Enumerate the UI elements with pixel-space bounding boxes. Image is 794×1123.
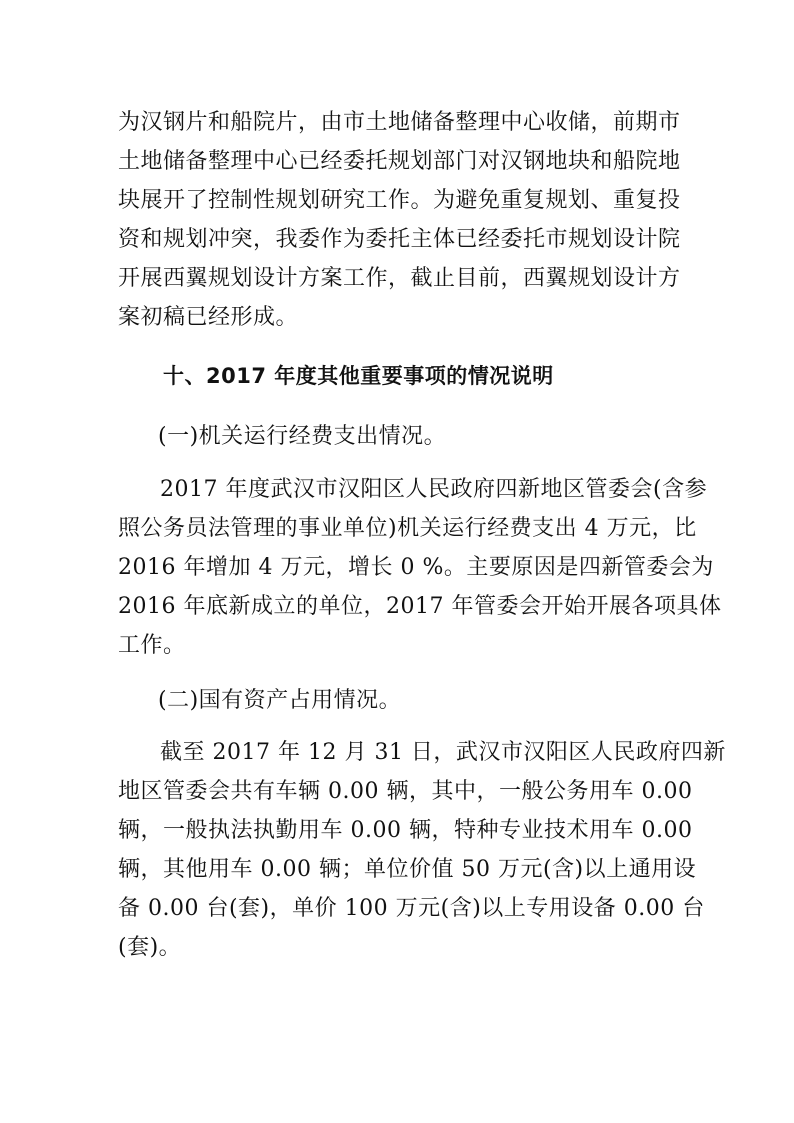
paragraph-line: 截至 2017 年 12 月 31 日，武汉市汉阳区人民政府四新 [160,740,726,765]
paragraph-line: 2017 年度武汉市汉阳区人民政府四新地区管委会(含参 [160,477,708,502]
paragraph-line: 开展西翼规划设计方案工作，截止目前，西翼规划设计方 [118,266,681,291]
paragraph-line: 辆，一般执法执勤用车 0.00 辆，特种专业技术用车 0.00 [118,818,693,843]
paragraph-line: 2016 年底新成立的单位，2017 年管委会开始开展各项具体 [118,594,722,619]
paragraph-line: 块展开了控制性规划研究工作。为避免重复规划、重复投 [118,188,681,213]
paragraph-line: 为汉钢片和船院片，由市土地储备整理中心收储，前期市 [118,110,681,135]
paragraph-line: 照公务员法管理的事业单位)机关运行经费支出 4 万元，比 [118,516,697,541]
paragraph-line: (套)。 [118,935,182,960]
paragraph-line: 工作。 [118,633,186,658]
paragraph-line: 案初稿已经形成。 [118,305,299,330]
paragraph-line: 备 0.00 台(套)，单价 100 万元(含)以上专用设备 0.00 台 [118,896,705,921]
paragraph-line: 土地储备整理中心已经委托规划部门对汉钢地块和船院地 [118,149,681,174]
subsection-title-state-assets: (二)国有资产占用情况。 [158,688,402,713]
paragraph-line: 地区管委会共有车辆 0.00 辆，其中，一般公务用车 0.00 [118,779,693,804]
subsection-title-operating-expenses: (一)机关运行经费支出情况。 [158,424,447,449]
paragraph-line: 辆，其他用车 0.00 辆；单位价值 50 万元(含)以上通用设 [118,857,697,882]
section-heading: 十、2017 年度其他重要事项的情况说明 [163,364,554,388]
paragraph-line: 资和规划冲突，我委作为委托主体已经委托市规划设计院 [118,227,681,252]
paragraph-line: 2016 年增加 4 万元，增长 0 %。主要原因是四新管委会为 [118,555,714,580]
